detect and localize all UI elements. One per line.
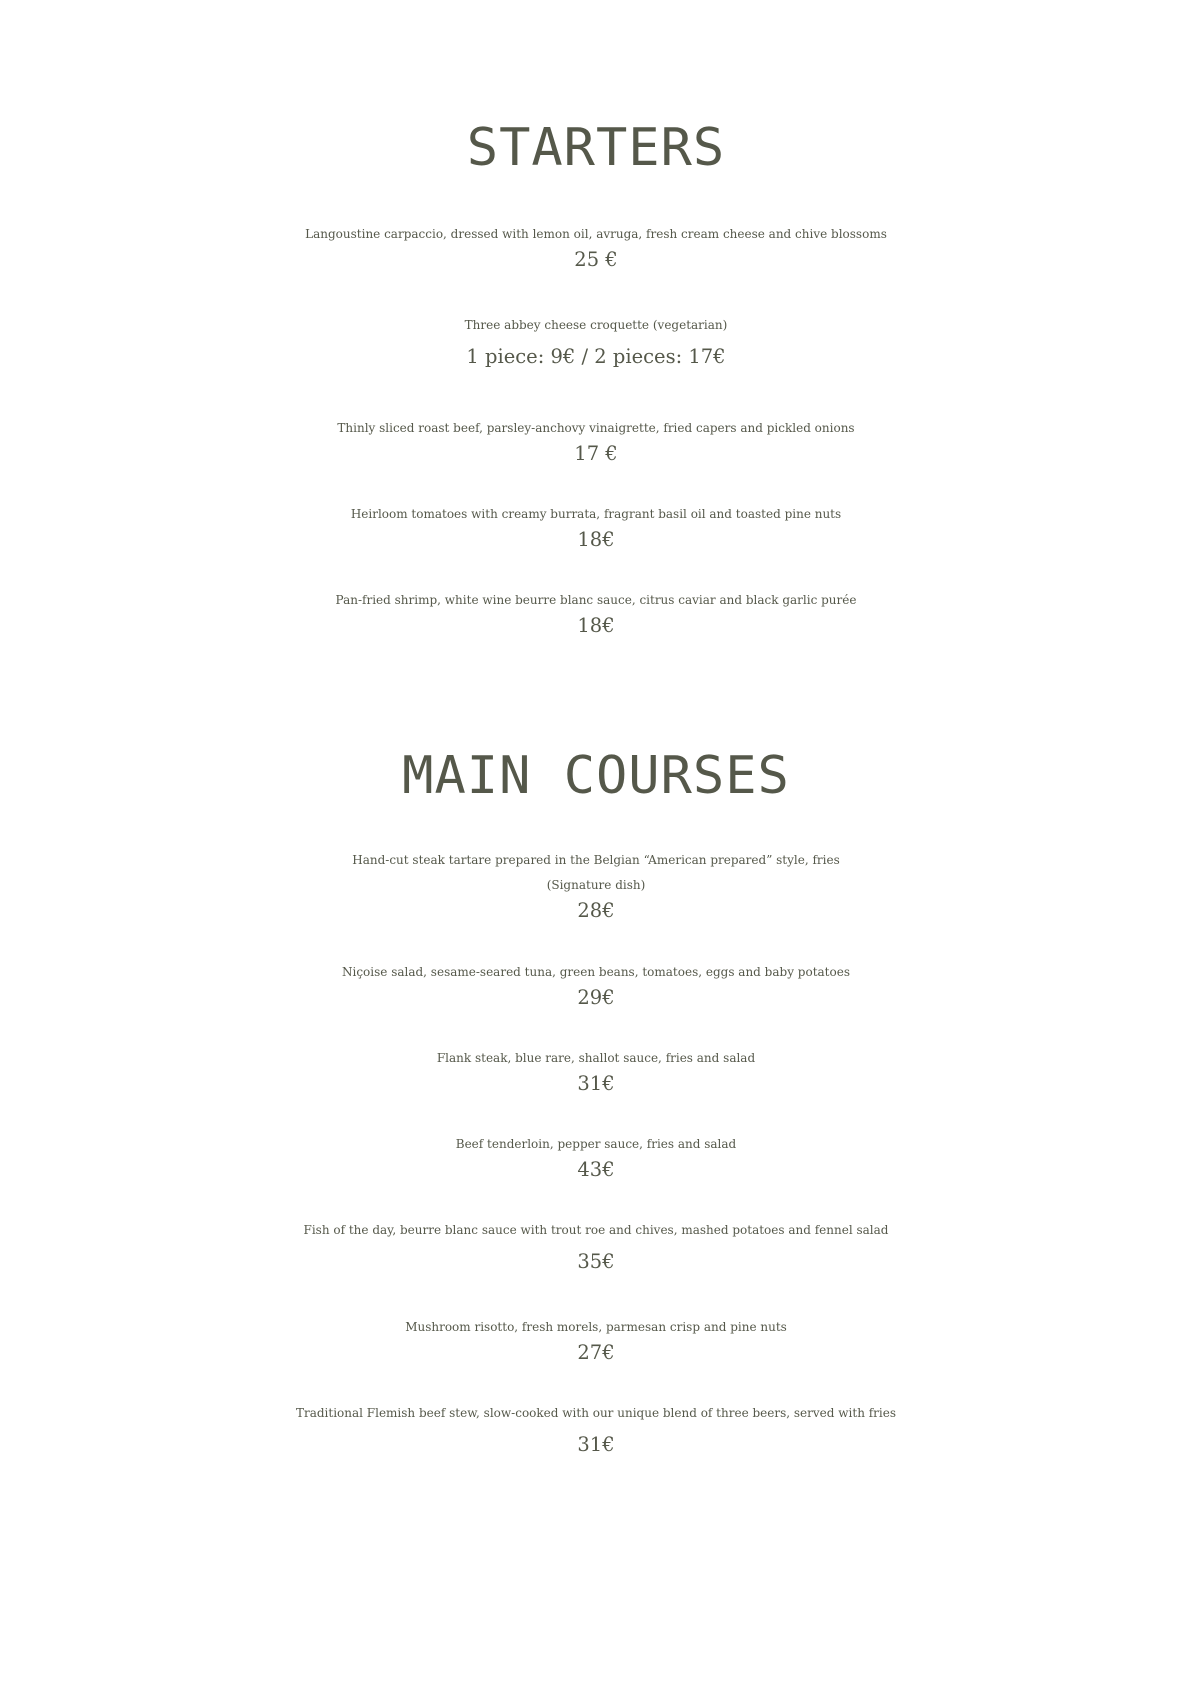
menu-item [0,313,1192,369]
item-price: 18€ [577,528,615,551]
main-courses-title: MAIN COURSES [402,746,790,806]
item-description: Traditional Flemish beef stew, slow-cooked with our unique blend of three beers, served with fries [295,1406,897,1420]
item-description: Beef tenderloin, pepper sauce, fries and salad [455,1137,737,1151]
item-price: 27€ [577,1341,615,1364]
item-description: Mushroom risotto, fresh morels, parmesan crisp and pine nuts [405,1320,787,1334]
item-description: Pan-fried shrimp, white wine beurre blanc sauce, citrus caviar and black garlic purée [335,593,857,607]
signature-dish-note: (Signature dish) [546,878,646,892]
item-price: 29€ [577,986,615,1009]
item-description: Three abbey cheese croquette (vegetarian) [464,318,728,332]
item-description: Flank steak, blue rare, shallot sauce, fries and salad [436,1051,756,1065]
item-price: 35€ [577,1250,615,1273]
menu-item [0,502,1192,552]
item-description: Niçoise salad, sesame-seared tuna, green beans, tomatoes, eggs and baby potatoes [342,965,850,979]
item-price: 31€ [577,1072,615,1095]
menu-item [0,1132,1192,1182]
item-description: Hand-cut steak tartare prepared in the Belgian “American prepared” style, fries [352,853,840,867]
item-description: Heirloom tomatoes with creamy burrata, fragrant basil oil and toasted pine nuts [350,507,842,521]
menu-item [0,416,1192,466]
menu-item [0,1315,1192,1365]
item-price: 28€ [577,899,615,922]
menu-item [0,848,1192,923]
menu-item [0,1401,1192,1457]
item-price: 31€ [577,1433,615,1456]
item-price: 1 piece: 9€ / 2 pieces: 17€ [466,345,726,368]
item-price: 43€ [577,1158,615,1181]
menu-item [0,960,1192,1010]
menu-item [0,1218,1192,1274]
menu-item [0,222,1192,272]
starters-title: STARTERS [466,118,726,178]
menu-item [0,1046,1192,1096]
item-description: Fish of the day, beurre blanc sauce with trout roe and chives, mashed potatoes and fennel salad [303,1223,889,1237]
item-description: Langoustine carpaccio, dressed with lemon oil, avruga, fresh cream cheese and chive blossoms [305,227,887,241]
item-price: 17 € [574,442,618,465]
item-price: 25 € [574,248,618,271]
item-price: 18€ [577,614,615,637]
menu-item [0,588,1192,638]
item-description: Thinly sliced roast beef, parsley-anchovy vinaigrette, fried capers and pickled onions [337,421,855,435]
